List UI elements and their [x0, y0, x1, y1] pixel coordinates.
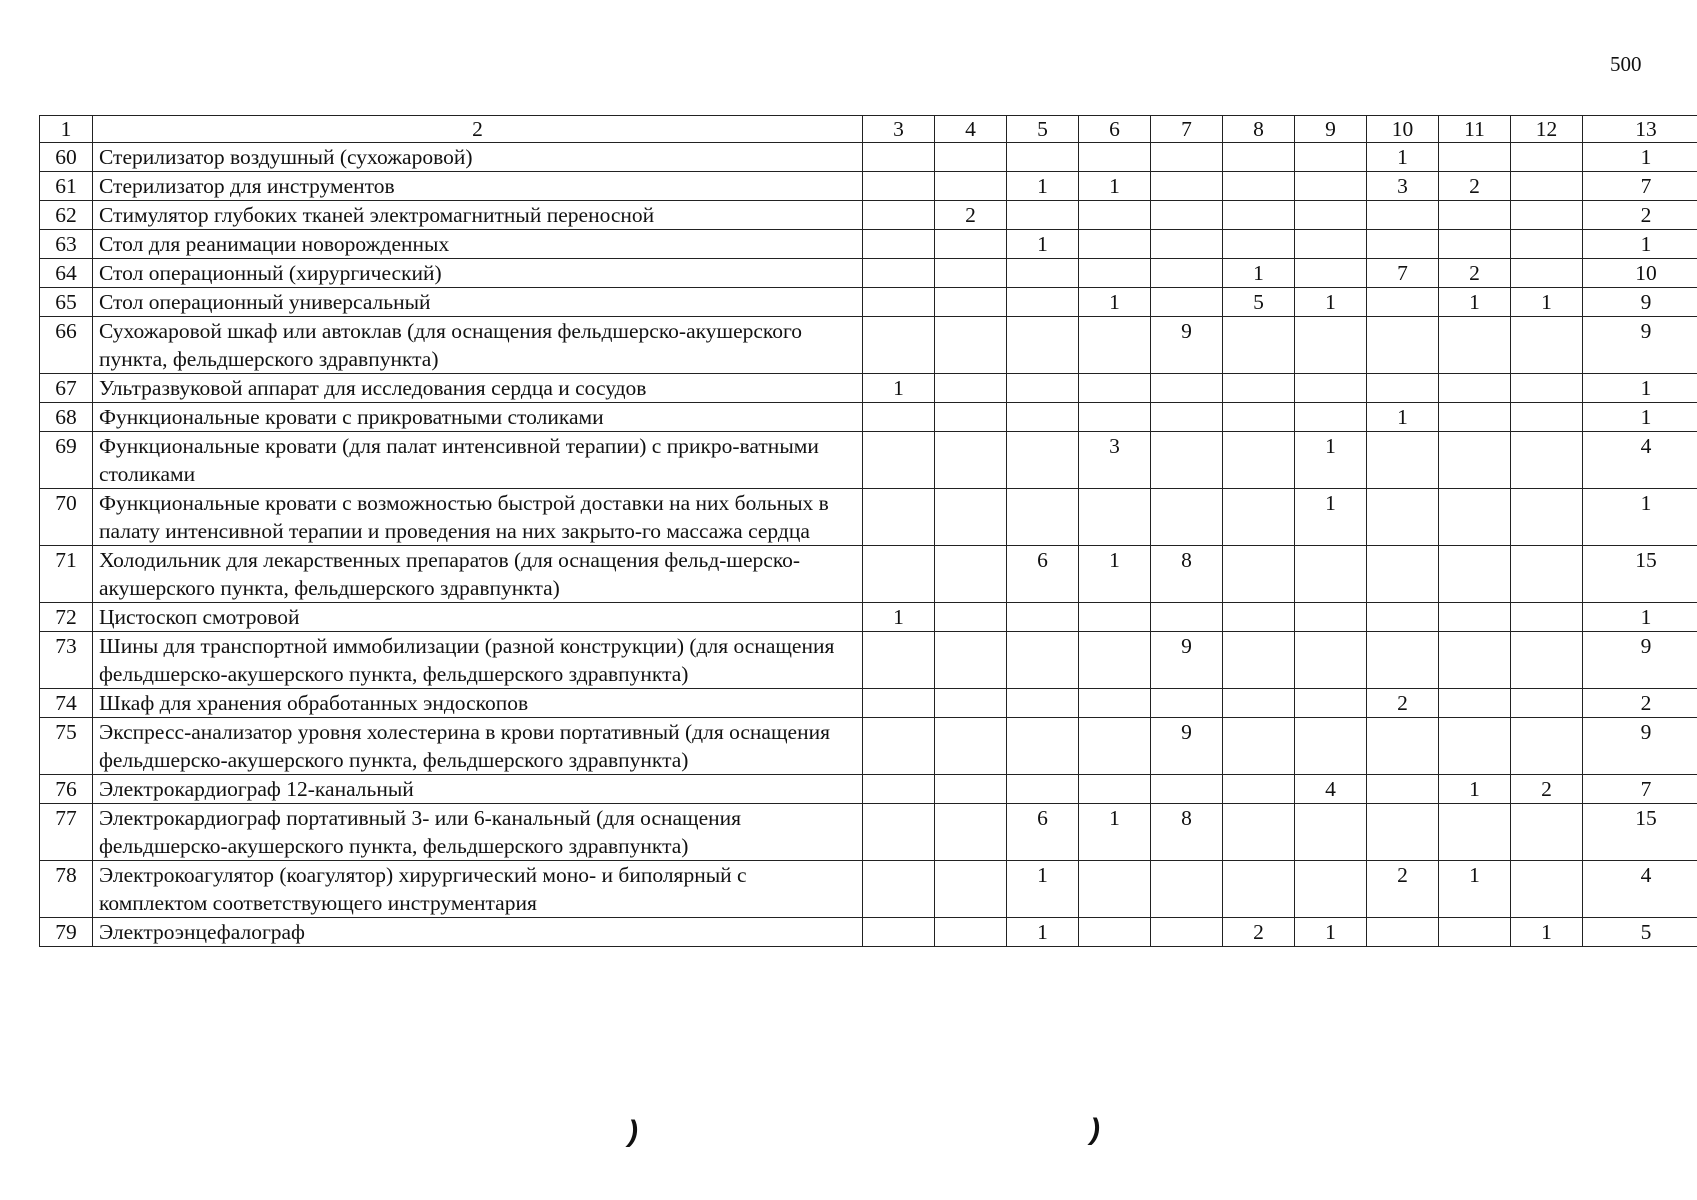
row-number-cell: 72	[40, 603, 93, 632]
quantity-cell	[1439, 689, 1511, 718]
quantity-cell	[1007, 603, 1079, 632]
column-header: 9	[1295, 116, 1367, 143]
total-cell: 7	[1583, 775, 1697, 804]
quantity-cell	[1367, 775, 1439, 804]
quantity-cell	[1439, 918, 1511, 947]
quantity-cell	[863, 861, 935, 918]
quantity-cell	[1367, 288, 1439, 317]
quantity-cell	[1439, 143, 1511, 172]
quantity-cell	[1223, 489, 1295, 546]
table-row	[40, 143, 1697, 172]
item-name-cell: Шкаф для хранения обработанных эндоскопов	[93, 689, 863, 718]
quantity-cell	[863, 230, 935, 259]
total-cell: 9	[1583, 317, 1697, 374]
quantity-cell: 3	[1079, 432, 1151, 489]
row-number-cell: 66	[40, 317, 93, 374]
row-number-cell: 73	[40, 632, 93, 689]
quantity-cell	[1511, 201, 1583, 230]
quantity-cell	[1151, 489, 1223, 546]
quantity-cell	[1295, 201, 1367, 230]
total-cell: 1	[1583, 603, 1697, 632]
quantity-cell	[1295, 172, 1367, 201]
row-number-cell: 67	[40, 374, 93, 403]
total-cell: 1	[1583, 374, 1697, 403]
quantity-cell	[1511, 804, 1583, 861]
quantity-cell: 6	[1007, 804, 1079, 861]
table-row	[40, 403, 1697, 432]
column-header: 10	[1367, 116, 1439, 143]
quantity-cell	[1439, 317, 1511, 374]
quantity-cell: 9	[1151, 632, 1223, 689]
table-row	[40, 546, 1697, 603]
quantity-cell: 1	[1007, 918, 1079, 947]
quantity-cell: 1	[1007, 861, 1079, 918]
total-cell: 4	[1583, 432, 1697, 489]
quantity-cell	[1295, 259, 1367, 288]
quantity-cell	[1295, 689, 1367, 718]
quantity-cell	[1007, 718, 1079, 775]
quantity-cell	[1151, 603, 1223, 632]
quantity-cell	[1151, 374, 1223, 403]
quantity-cell	[1367, 918, 1439, 947]
quantity-cell	[1007, 689, 1079, 718]
row-number-cell: 62	[40, 201, 93, 230]
total-cell: 7	[1583, 172, 1697, 201]
quantity-cell: 5	[1223, 288, 1295, 317]
quantity-cell	[863, 718, 935, 775]
quantity-cell	[1151, 432, 1223, 489]
quantity-cell	[1151, 689, 1223, 718]
quantity-cell	[1007, 317, 1079, 374]
quantity-cell	[1079, 632, 1151, 689]
quantity-cell: 1	[1367, 403, 1439, 432]
table-row	[40, 230, 1697, 259]
row-number-cell: 79	[40, 918, 93, 947]
row-number-cell: 77	[40, 804, 93, 861]
quantity-cell	[1295, 546, 1367, 603]
quantity-cell: 2	[1511, 775, 1583, 804]
quantity-cell	[1295, 804, 1367, 861]
quantity-cell: 1	[1295, 489, 1367, 546]
quantity-cell: 3	[1367, 172, 1439, 201]
quantity-cell: 1	[1079, 804, 1151, 861]
total-cell: 10	[1583, 259, 1697, 288]
quantity-cell	[863, 143, 935, 172]
quantity-cell	[1151, 201, 1223, 230]
item-name-cell: Функциональные кровати с прикроватными столиками	[93, 403, 863, 432]
quantity-cell	[935, 143, 1007, 172]
quantity-cell	[1079, 489, 1151, 546]
total-cell: 2	[1583, 689, 1697, 718]
quantity-cell	[1079, 775, 1151, 804]
quantity-cell: 1	[1007, 172, 1079, 201]
quantity-cell: 6	[1007, 546, 1079, 603]
quantity-cell	[935, 317, 1007, 374]
row-number-cell: 74	[40, 689, 93, 718]
quantity-cell	[935, 403, 1007, 432]
quantity-cell	[1295, 143, 1367, 172]
quantity-cell	[1439, 230, 1511, 259]
quantity-cell	[863, 259, 935, 288]
table-row	[40, 374, 1697, 403]
quantity-cell	[1079, 918, 1151, 947]
total-cell: 4	[1583, 861, 1697, 918]
quantity-cell	[863, 172, 935, 201]
quantity-cell	[1079, 259, 1151, 288]
total-cell: 2	[1583, 201, 1697, 230]
table-row	[40, 804, 1697, 861]
table-row	[40, 489, 1697, 546]
handwritten-mark: )	[1090, 1113, 1100, 1146]
item-name-cell: Стерилизатор воздушный (сухожаровой)	[93, 143, 863, 172]
table-row	[40, 288, 1697, 317]
quantity-cell	[1223, 172, 1295, 201]
item-name-cell: Электрокардиограф 12-канальный	[93, 775, 863, 804]
quantity-cell	[1439, 489, 1511, 546]
column-header: 7	[1151, 116, 1223, 143]
table-row	[40, 775, 1697, 804]
column-header: 13	[1583, 116, 1697, 143]
total-cell: 9	[1583, 632, 1697, 689]
quantity-cell	[1007, 259, 1079, 288]
quantity-cell	[1079, 689, 1151, 718]
quantity-cell	[1367, 804, 1439, 861]
quantity-cell	[1007, 403, 1079, 432]
quantity-cell	[935, 718, 1007, 775]
row-number-cell: 63	[40, 230, 93, 259]
column-header: 2	[93, 116, 863, 143]
quantity-cell	[1007, 374, 1079, 403]
quantity-cell	[1079, 403, 1151, 432]
table-header-row	[40, 116, 1697, 143]
quantity-cell	[1223, 201, 1295, 230]
quantity-cell	[1295, 861, 1367, 918]
row-number-cell: 76	[40, 775, 93, 804]
quantity-cell: 1	[1511, 288, 1583, 317]
table-row	[40, 918, 1697, 947]
quantity-cell	[1223, 689, 1295, 718]
quantity-cell	[1079, 603, 1151, 632]
quantity-cell: 2	[935, 201, 1007, 230]
column-header: 11	[1439, 116, 1511, 143]
total-cell: 15	[1583, 546, 1697, 603]
quantity-cell	[1079, 230, 1151, 259]
column-header: 3	[863, 116, 935, 143]
quantity-cell	[863, 288, 935, 317]
row-number-cell: 65	[40, 288, 93, 317]
quantity-cell	[935, 861, 1007, 918]
item-name-cell: Цистоскоп смотровой	[93, 603, 863, 632]
quantity-cell	[1295, 230, 1367, 259]
quantity-cell	[1511, 689, 1583, 718]
row-number-cell: 69	[40, 432, 93, 489]
quantity-cell	[1439, 718, 1511, 775]
quantity-cell	[935, 804, 1007, 861]
quantity-cell	[1511, 317, 1583, 374]
item-name-cell: Ультразвуковой аппарат для исследования сердца и сосудов	[93, 374, 863, 403]
quantity-cell	[1007, 143, 1079, 172]
page-number: 500	[1610, 52, 1642, 76]
total-cell: 1	[1583, 143, 1697, 172]
quantity-cell	[1511, 230, 1583, 259]
quantity-cell: 1	[1079, 288, 1151, 317]
table-row	[40, 259, 1697, 288]
item-name-cell: Электрокоагулятор (коагулятор) хирургический моно- и биполярный с комплектом соответствующего инструментария	[93, 861, 863, 918]
quantity-cell: 2	[1223, 918, 1295, 947]
quantity-cell: 2	[1439, 259, 1511, 288]
quantity-cell	[863, 432, 935, 489]
quantity-cell	[935, 172, 1007, 201]
handwritten-mark: )	[628, 1115, 638, 1148]
quantity-cell	[935, 230, 1007, 259]
quantity-cell: 1	[863, 603, 935, 632]
column-header: 1	[40, 116, 93, 143]
item-name-cell: Стерилизатор для инструментов	[93, 172, 863, 201]
total-cell: 9	[1583, 718, 1697, 775]
quantity-cell	[1079, 317, 1151, 374]
quantity-cell	[935, 432, 1007, 489]
quantity-cell	[1151, 918, 1223, 947]
quantity-cell	[935, 489, 1007, 546]
column-header: 8	[1223, 116, 1295, 143]
quantity-cell	[863, 489, 935, 546]
table-row	[40, 201, 1697, 230]
quantity-cell	[1007, 432, 1079, 489]
quantity-cell	[1151, 288, 1223, 317]
quantity-cell	[1151, 775, 1223, 804]
quantity-cell	[1367, 230, 1439, 259]
quantity-cell	[1511, 718, 1583, 775]
quantity-cell	[1223, 775, 1295, 804]
quantity-cell	[1511, 403, 1583, 432]
quantity-cell	[1439, 403, 1511, 432]
quantity-cell	[935, 288, 1007, 317]
quantity-cell	[1439, 201, 1511, 230]
column-header: 12	[1511, 116, 1583, 143]
quantity-cell	[1223, 804, 1295, 861]
quantity-cell	[1511, 374, 1583, 403]
quantity-cell	[1439, 603, 1511, 632]
quantity-cell: 1	[1511, 918, 1583, 947]
quantity-cell	[863, 804, 935, 861]
quantity-cell	[1151, 172, 1223, 201]
quantity-cell	[1223, 403, 1295, 432]
table-row	[40, 172, 1697, 201]
quantity-cell: 7	[1367, 259, 1439, 288]
quantity-cell	[1223, 317, 1295, 374]
quantity-cell	[1511, 143, 1583, 172]
quantity-cell: 1	[863, 374, 935, 403]
quantity-cell	[1223, 546, 1295, 603]
quantity-cell	[1223, 432, 1295, 489]
table-row	[40, 432, 1697, 489]
quantity-cell	[1367, 632, 1439, 689]
quantity-cell	[1439, 432, 1511, 489]
quantity-cell	[1511, 632, 1583, 689]
quantity-cell	[1295, 317, 1367, 374]
row-number-cell: 61	[40, 172, 93, 201]
quantity-cell	[863, 775, 935, 804]
item-name-cell: Электроэнцефалограф	[93, 918, 863, 947]
total-cell: 9	[1583, 288, 1697, 317]
item-name-cell: Стол операционный (хирургический)	[93, 259, 863, 288]
quantity-cell	[1223, 374, 1295, 403]
quantity-cell: 8	[1151, 546, 1223, 603]
item-name-cell: Шины для транспортной иммобилизации (разной конструкции) (для оснащения фельдшерско-акушерского пункта, фельдшерского здравпункта)	[93, 632, 863, 689]
quantity-cell	[935, 689, 1007, 718]
quantity-cell	[1079, 718, 1151, 775]
item-name-cell: Холодильник для лекарственных препаратов (для оснащения фельд-шерско-акушерского пункта, фельдшерского здравпункта)	[93, 546, 863, 603]
quantity-cell: 1	[1439, 288, 1511, 317]
table-row	[40, 718, 1697, 775]
row-number-cell: 70	[40, 489, 93, 546]
quantity-cell	[1079, 143, 1151, 172]
item-name-cell: Сухожаровой шкаф или автоклав (для оснащения фельдшерско-акушерского пункта, фельдшерского здравпункта)	[93, 317, 863, 374]
quantity-cell	[1367, 374, 1439, 403]
quantity-cell	[1295, 632, 1367, 689]
quantity-cell	[863, 403, 935, 432]
table-row	[40, 317, 1697, 374]
quantity-cell	[863, 689, 935, 718]
quantity-cell	[1295, 403, 1367, 432]
total-cell: 1	[1583, 403, 1697, 432]
quantity-cell: 1	[1007, 230, 1079, 259]
quantity-cell	[935, 603, 1007, 632]
total-cell: 15	[1583, 804, 1697, 861]
total-cell: 1	[1583, 489, 1697, 546]
quantity-cell	[1367, 546, 1439, 603]
quantity-cell: 2	[1367, 861, 1439, 918]
table-body	[40, 143, 1697, 947]
quantity-cell: 1	[1295, 288, 1367, 317]
quantity-cell: 1	[1223, 259, 1295, 288]
quantity-cell	[1151, 861, 1223, 918]
quantity-cell	[1511, 603, 1583, 632]
quantity-cell	[1511, 489, 1583, 546]
quantity-cell	[935, 259, 1007, 288]
item-name-cell: Стол операционный универсальный	[93, 288, 863, 317]
quantity-cell	[935, 546, 1007, 603]
quantity-cell	[1511, 432, 1583, 489]
quantity-cell	[1223, 861, 1295, 918]
total-cell: 5	[1583, 918, 1697, 947]
quantity-cell	[1151, 230, 1223, 259]
quantity-cell: 9	[1151, 317, 1223, 374]
quantity-cell	[1223, 230, 1295, 259]
quantity-cell	[1223, 632, 1295, 689]
quantity-cell	[1007, 489, 1079, 546]
quantity-cell	[1439, 632, 1511, 689]
table-row	[40, 689, 1697, 718]
quantity-cell	[1151, 403, 1223, 432]
quantity-cell	[1079, 201, 1151, 230]
quantity-cell	[935, 632, 1007, 689]
quantity-cell	[1079, 861, 1151, 918]
row-number-cell: 68	[40, 403, 93, 432]
quantity-cell	[935, 775, 1007, 804]
total-cell: 1	[1583, 230, 1697, 259]
table-row	[40, 861, 1697, 918]
quantity-cell: 2	[1367, 689, 1439, 718]
quantity-cell	[1151, 143, 1223, 172]
quantity-cell	[1295, 603, 1367, 632]
item-name-cell: Экспресс-анализатор уровня холестерина в крови портативный (для оснащения фельдшерско-акушерского пункта, фельдшерского здравпункта)	[93, 718, 863, 775]
quantity-cell	[1367, 432, 1439, 489]
quantity-cell	[1511, 546, 1583, 603]
quantity-cell	[1007, 632, 1079, 689]
quantity-cell	[1367, 201, 1439, 230]
quantity-cell	[1295, 718, 1367, 775]
quantity-cell: 1	[1295, 432, 1367, 489]
column-header: 4	[935, 116, 1007, 143]
quantity-cell	[1223, 718, 1295, 775]
quantity-cell: 2	[1439, 172, 1511, 201]
quantity-cell	[1439, 546, 1511, 603]
quantity-cell	[1079, 374, 1151, 403]
quantity-cell	[1367, 317, 1439, 374]
item-name-cell: Стол для реанимации новорожденных	[93, 230, 863, 259]
quantity-cell	[1007, 775, 1079, 804]
quantity-cell	[863, 317, 935, 374]
quantity-cell	[1511, 172, 1583, 201]
quantity-cell	[1007, 201, 1079, 230]
column-header: 5	[1007, 116, 1079, 143]
quantity-cell	[1511, 861, 1583, 918]
row-number-cell: 78	[40, 861, 93, 918]
quantity-cell	[1367, 718, 1439, 775]
item-name-cell: Функциональные кровати с возможностью быстрой доставки на них больных в палату интенсивной терапии и проведения на них закрыто-го массажа сердца	[93, 489, 863, 546]
column-header: 6	[1079, 116, 1151, 143]
quantity-cell: 1	[1439, 861, 1511, 918]
table-row	[40, 603, 1697, 632]
quantity-cell	[1223, 143, 1295, 172]
quantity-cell	[863, 546, 935, 603]
quantity-cell	[935, 918, 1007, 947]
equipment-table	[39, 115, 1697, 947]
row-number-cell: 60	[40, 143, 93, 172]
quantity-cell	[1439, 374, 1511, 403]
quantity-cell	[863, 918, 935, 947]
table-row	[40, 632, 1697, 689]
row-number-cell: 75	[40, 718, 93, 775]
quantity-cell: 1	[1439, 775, 1511, 804]
row-number-cell: 64	[40, 259, 93, 288]
quantity-cell	[1439, 804, 1511, 861]
item-name-cell: Электрокардиограф портативный 3- или 6-канальный (для оснащения фельдшерско-акушерского пункта, фельдшерского здравпункта)	[93, 804, 863, 861]
quantity-cell: 1	[1079, 172, 1151, 201]
quantity-cell	[1223, 603, 1295, 632]
quantity-cell: 1	[1295, 918, 1367, 947]
quantity-cell	[1295, 374, 1367, 403]
quantity-cell: 1	[1367, 143, 1439, 172]
item-name-cell: Функциональные кровати (для палат интенсивной терапии) с прикро-ватными столиками	[93, 432, 863, 489]
quantity-cell: 4	[1295, 775, 1367, 804]
quantity-cell: 9	[1151, 718, 1223, 775]
quantity-cell	[935, 374, 1007, 403]
quantity-cell	[1007, 288, 1079, 317]
quantity-cell	[863, 632, 935, 689]
row-number-cell: 71	[40, 546, 93, 603]
quantity-cell	[1367, 603, 1439, 632]
quantity-cell	[1151, 259, 1223, 288]
quantity-cell	[1367, 489, 1439, 546]
quantity-cell	[863, 201, 935, 230]
item-name-cell: Стимулятор глубоких тканей электромагнитный переносной	[93, 201, 863, 230]
quantity-cell: 1	[1079, 546, 1151, 603]
quantity-cell: 8	[1151, 804, 1223, 861]
quantity-cell	[1511, 259, 1583, 288]
